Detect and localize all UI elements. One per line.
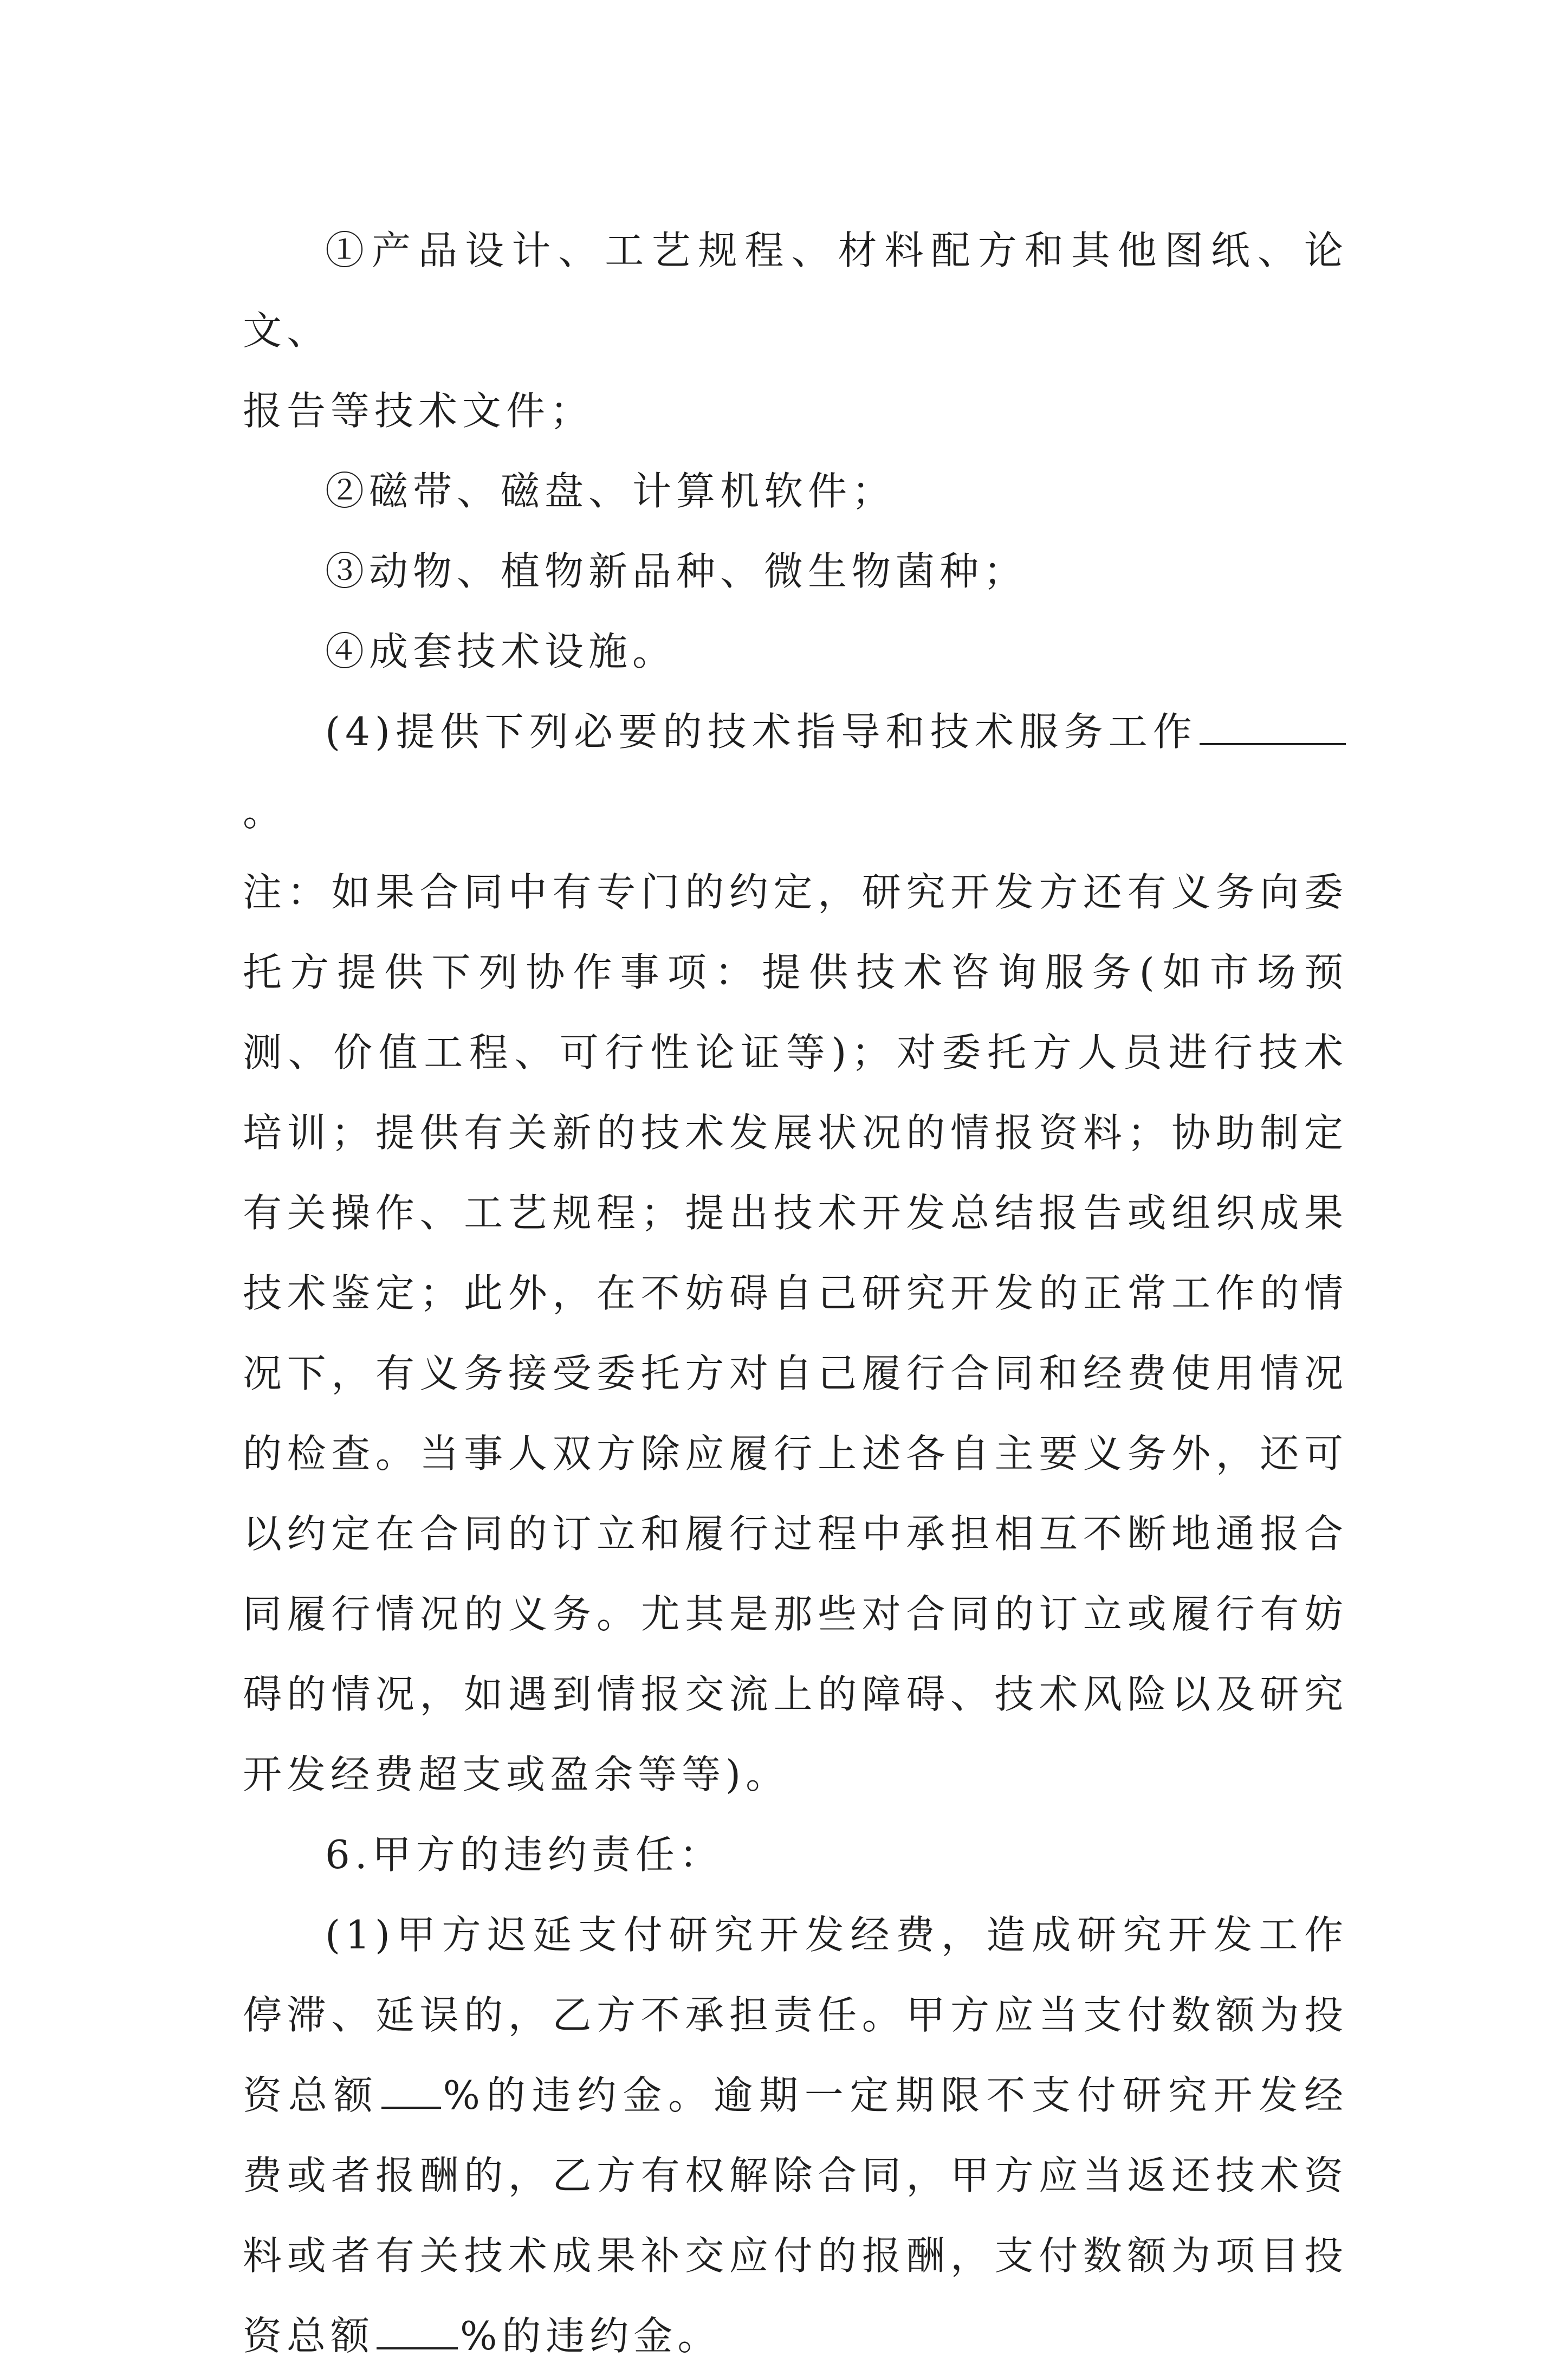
section-6-heading <box>243 1815 1348 1895</box>
clause-1-part-1: (1)甲方迟延支付研究开发经费，造成研究开发工作停滞、延误的，乙方不承担责任。甲方应当支付数额为投资总额 <box>243 1912 1348 2118</box>
list-item-2 <box>243 451 1348 531</box>
list-item-4 <box>243 611 1348 692</box>
list-item-1 <box>243 210 1348 371</box>
clause-4-end: 。 <box>243 789 287 835</box>
section-6-heading-text: 6.甲方的违约责任： <box>325 1832 723 1877</box>
document-body <box>243 210 1348 2376</box>
clause-1-part-3: %的违约金。 <box>460 2313 722 2359</box>
note-text: 注：如果合同中有专门的约定，研究开发方还有义务向委托方提供下列协作事项：提供技术咨询服务(如市场预测、价值工程、可行性论证等)；对委托方人员进行技术培训；提供有关新的技术发展状况的情报资料；协助制定有关操作、工艺规程；提出技术开发总结报告或组织成果技术鉴定；此外，在不妨碍自己研究开发的正常工作的情况下，有义务接受委托方对自己履行合同和经费使用情况的检查。当事人双方除应履行上述各自主要义务外，还可以约定在合同的订立和履行过程中承担相互不断地通报合同履行情况的义务。尤其是那些对合同的订立或履行有妨碍的情况，如遇到情报交流上的障碍、技术风险以及研究开发经费超支或盈余等等)。 <box>243 869 1348 1797</box>
section-6-clause-1 <box>243 1895 1348 2376</box>
list-item-2-text: ②磁带、磁盘、计算机软件； <box>325 468 896 514</box>
list-item-1-continuation <box>243 371 1348 451</box>
clause-4-text: (4)提供下列必要的技术指导和技术服务工作 <box>325 709 1197 754</box>
clause-1-part-2: %的违约金。逾期一定期限不支付研究开发经费或者报酬的，乙方有权解除合同，甲方应当返还技术资料或者有关技术成果补交应付的报酬，支付数额为项目投资总额 <box>243 2072 1348 2359</box>
list-item-1-line-1: ①产品设计、工艺规程、材料配方和其他图纸、论文、 <box>243 228 1348 353</box>
fill-blank-service <box>1200 712 1346 745</box>
list-item-3-text: ③动物、植物新品种、微生物菌种； <box>325 548 1028 594</box>
list-item-4-text: ④成套技术设施。 <box>325 629 677 674</box>
clause-4 <box>243 692 1348 852</box>
fill-blank-penalty-rate <box>381 2075 441 2109</box>
fill-blank-total-rate <box>377 2316 458 2349</box>
list-item-1-line-2: 报告等技术文件； <box>243 388 594 434</box>
list-item-3 <box>243 531 1348 611</box>
note-paragraph <box>243 852 1348 1815</box>
